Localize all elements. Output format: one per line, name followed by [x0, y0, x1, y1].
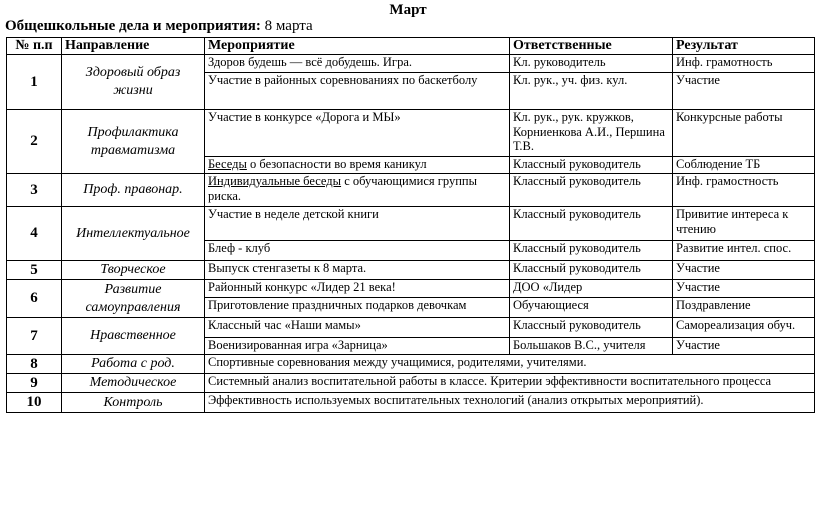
- result-cell: Участие: [673, 338, 815, 355]
- event-cell: [205, 174, 510, 207]
- responsible-cell: Кл. рук., рук. кружков, Корниенкова А.И., Першина Т.В.: [510, 110, 673, 157]
- subtitle: [5, 18, 313, 35]
- table-row: [7, 280, 815, 298]
- table-row: [7, 174, 815, 207]
- table-row: [7, 393, 815, 413]
- column-header: Ответственные: [510, 38, 673, 55]
- result-cell: Участие: [673, 73, 815, 110]
- row-number: 3: [7, 174, 62, 207]
- responsible-cell: Кл. рук., уч. физ. кул.: [510, 73, 673, 110]
- responsible-cell: Классный руководитель: [510, 261, 673, 280]
- direction-cell: Контроль: [62, 393, 205, 413]
- event-cell: [205, 157, 510, 174]
- table-row: [7, 355, 815, 374]
- event-cell: Эффективность используемых воспитательных технологий (анализ открытых мероприятий).: [205, 393, 815, 413]
- event-underlined: Беседы: [208, 157, 247, 171]
- column-header: Направление: [62, 38, 205, 55]
- event-cell: Системный анализ воспитательной работы в классе. Критерии эффективности воспитательного процесса: [205, 374, 815, 393]
- result-cell: Привитие интереса к чтению: [673, 207, 815, 241]
- event-cell: Классный час «Наши мамы»: [205, 318, 510, 338]
- plan-table: [6, 37, 815, 413]
- subtitle-date: 8 марта: [264, 18, 313, 34]
- direction-cell: Работа с род.: [62, 355, 205, 374]
- result-cell: Инф. грамостность: [673, 174, 815, 207]
- row-number: 6: [7, 280, 62, 318]
- header-row: [7, 38, 815, 55]
- subtitle-label: Общешкольные дела и мероприятия:: [5, 18, 261, 34]
- row-number: 2: [7, 110, 62, 174]
- result-cell: Соблюдение ТБ: [673, 157, 815, 174]
- responsible-cell: Классный руководитель: [510, 207, 673, 241]
- result-cell: Развитие интел. спос.: [673, 241, 815, 261]
- row-number: 5: [7, 261, 62, 280]
- row-number: 4: [7, 207, 62, 261]
- row-number: 1: [7, 55, 62, 110]
- direction-cell: Творческое: [62, 261, 205, 280]
- event-underlined: Индивидуальные беседы: [208, 174, 342, 188]
- direction-cell: Профилактика травматизма: [62, 110, 205, 174]
- table-row: [7, 374, 815, 393]
- row-number: 7: [7, 318, 62, 355]
- event-text: с обучающимися группы риска.: [208, 174, 477, 203]
- result-cell: Конкурсные работы: [673, 110, 815, 157]
- result-cell: Участие: [673, 280, 815, 298]
- responsible-cell: Кл. руководитель: [510, 55, 673, 73]
- responsible-cell: Классный руководитель: [510, 157, 673, 174]
- page-title: Март: [389, 2, 427, 18]
- table-row: [7, 110, 815, 157]
- direction-cell: Интеллектуальное: [62, 207, 205, 261]
- result-cell: Самореализация обуч.: [673, 318, 815, 338]
- table-row: [7, 55, 815, 73]
- event-cell: Здоров будешь — всё добудешь. Игра.: [205, 55, 510, 73]
- result-cell: Участие: [673, 261, 815, 280]
- event-cell: Районный конкурс «Лидер 21 века!: [205, 280, 510, 298]
- event-cell: Спортивные соревнования между учащимися, родителями, учителями.: [205, 355, 815, 374]
- responsible-cell: Классный руководитель: [510, 241, 673, 261]
- row-number: 9: [7, 374, 62, 393]
- row-number: 8: [7, 355, 62, 374]
- table-row: [7, 207, 815, 241]
- responsible-cell: Классный руководитель: [510, 318, 673, 338]
- result-cell: Инф. грамотность: [673, 55, 815, 73]
- event-cell: Участие в районных соревнованиях по баскетболу: [205, 73, 510, 110]
- column-header: Мероприятие: [205, 38, 510, 55]
- event-cell: Участие в неделе детской книги: [205, 207, 510, 241]
- table-row: [7, 318, 815, 338]
- direction-cell: Нравственное: [62, 318, 205, 355]
- event-cell: Участие в конкурсе «Дорога и МЫ»: [205, 110, 510, 157]
- column-header: № п.п: [7, 38, 62, 55]
- table-row: [7, 261, 815, 280]
- event-cell: Выпуск стенгазеты к 8 марта.: [205, 261, 510, 280]
- result-cell: Поздравление: [673, 298, 815, 318]
- responsible-cell: Классный руководитель: [510, 174, 673, 207]
- responsible-cell: Обучающиеся: [510, 298, 673, 318]
- responsible-cell: ДОО «Лидер: [510, 280, 673, 298]
- event-cell: Приготовление праздничных подарков девочкам: [205, 298, 510, 318]
- direction-cell: Проф. правонар.: [62, 174, 205, 207]
- direction-cell: Развитие самоуправления: [62, 280, 205, 318]
- responsible-cell: Большаков В.С., учителя: [510, 338, 673, 355]
- direction-cell: Здоровый образ жизни: [62, 55, 205, 110]
- direction-cell: Методическое: [62, 374, 205, 393]
- row-number: 10: [7, 393, 62, 413]
- event-cell: Блеф - клуб: [205, 241, 510, 261]
- column-header: Результат: [673, 38, 815, 55]
- event-cell: Военизированная игра «Зарница»: [205, 338, 510, 355]
- event-text: о безопасности во время каникул: [246, 157, 427, 171]
